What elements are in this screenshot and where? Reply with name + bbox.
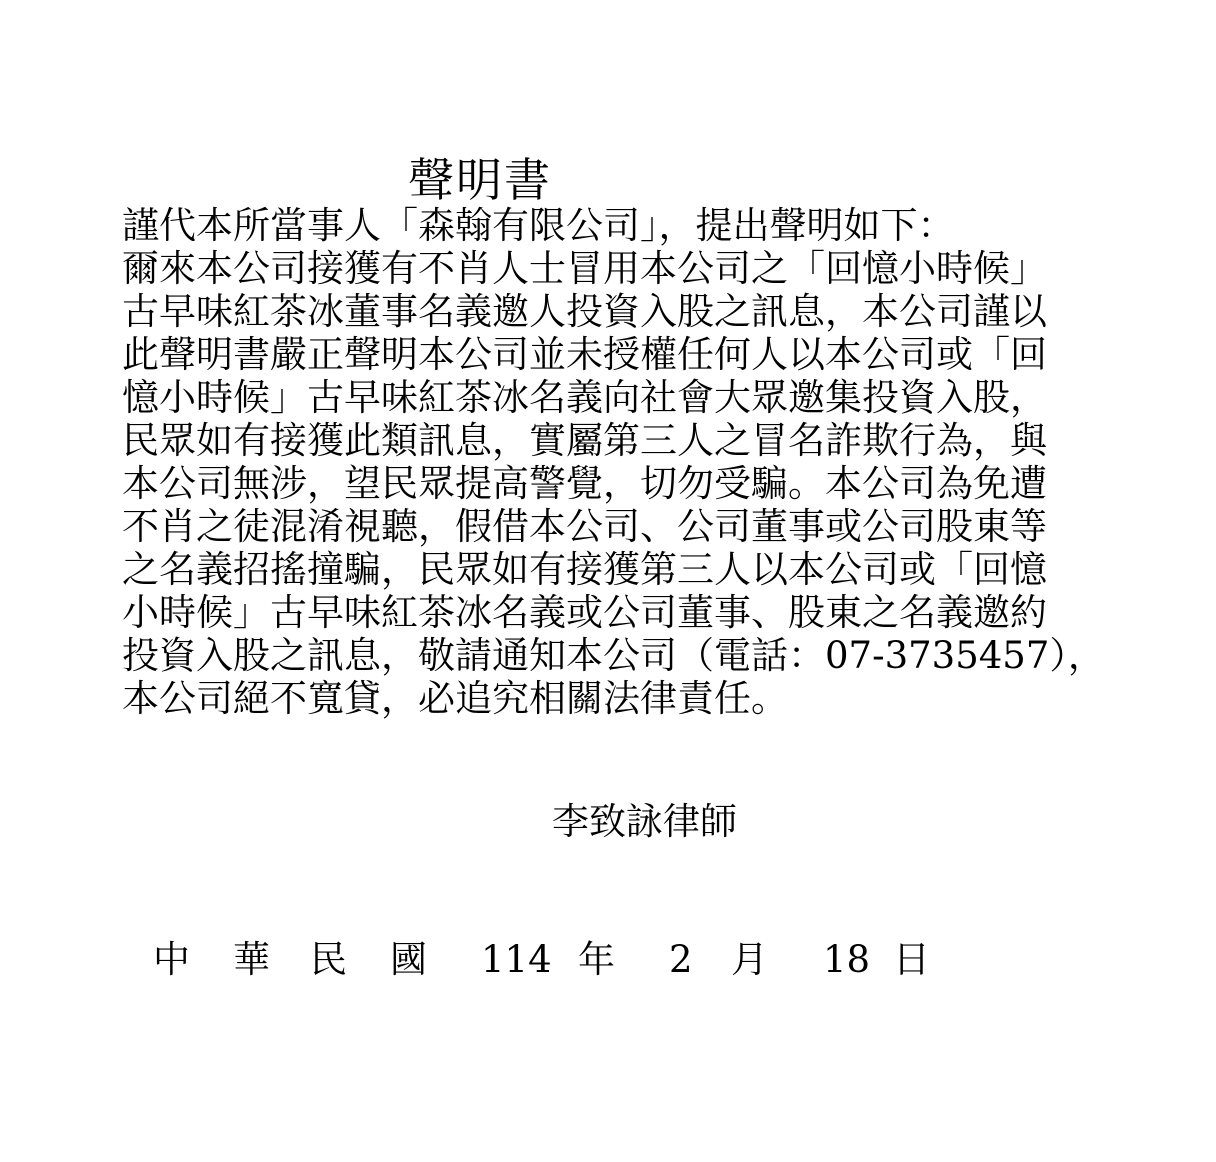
date-day: 18 — [823, 938, 871, 981]
date-era-char: 國 — [390, 938, 427, 981]
statement-line: 民眾如有接獲此類訊息，實屬第三人之冒名詐欺行為，與 — [122, 419, 1047, 462]
statement-line: 此聲明書嚴正聲明本公司並未授權任何人以本公司或「回 — [122, 333, 1047, 376]
statement-line: 投資入股之訊息，敬請通知本公司（電話：07-3735457）， — [122, 634, 1105, 677]
document-date — [153, 936, 933, 984]
statement-line: 本公司絕不寬貸，必追究相關法律責任。 — [122, 677, 788, 720]
date-year: 114 — [481, 938, 552, 981]
statement-line: 爾來本公司接獲有不肖人士冒用本公司之「回憶小時候」 — [122, 247, 1047, 290]
statement-line: 古早味紅茶冰董事名義邀人投資入股之訊息，本公司謹以 — [122, 290, 1047, 333]
date-era-char: 民 — [310, 938, 347, 981]
statement-line: 本公司無涉，望民眾提高警覺，切勿受騙。本公司為免遭 — [122, 462, 1047, 505]
statement-line: 之名義招搖撞騙，民眾如有接獲第三人以本公司或「回憶 — [122, 548, 1047, 591]
date-day-unit: 日 — [893, 938, 930, 981]
document-title: 聲明書 — [408, 153, 552, 207]
date-month-unit: 月 — [731, 938, 768, 981]
date-month: 2 — [669, 938, 693, 981]
statement-line: 不肖之徒混淆視聽，假借本公司、公司董事或公司股東等 — [122, 505, 1047, 548]
statement-line: 憶小時候」古早味紅茶冰名義向社會大眾邀集投資入股， — [122, 376, 1047, 419]
lawyer-signature: 李致詠律師 — [552, 800, 737, 843]
statement-line: 謹代本所當事人「森翰有限公司」，提出聲明如下： — [122, 204, 955, 247]
statement-body — [122, 204, 1132, 720]
date-year-unit: 年 — [578, 938, 615, 981]
date-era-char: 華 — [233, 938, 270, 981]
statement-line: 小時候」古早味紅茶冰名義或公司董事、股東之名義邀約 — [122, 591, 1047, 634]
date-era-char: 中 — [153, 938, 190, 981]
